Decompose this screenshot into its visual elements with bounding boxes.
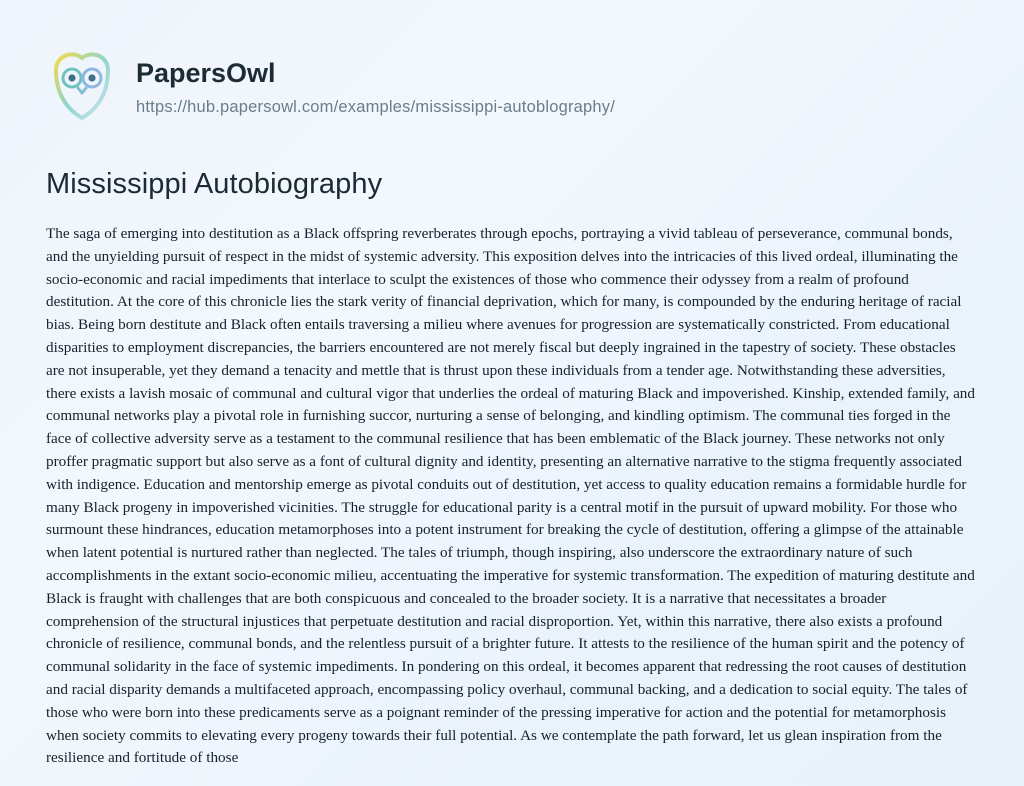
brand-block bbox=[136, 55, 615, 118]
site-header bbox=[0, 0, 1024, 124]
brand-name: PapersOwl bbox=[136, 57, 276, 88]
page-title: Mississippi Autobiography bbox=[46, 168, 383, 200]
article-body: The saga of emerging into destitution as a Black offspring reverberates through epochs, portraying a vivid tableau of perseverance, communal bonds, and the unyielding pursuit of respect in the midst of systemic adversity. This exposition delves into the intricacies of this lived ordeal, illuminating the socio-economic and racial impediments that interlace to sculpt the existences of those who commence their odyssey from a realm of profound destitution. At the core of this chronicle lies the stark verity of financial deprivation, which for many, is compounded by the enduring heritage of racial bias. Being born destitute and Black often entails traversing a milieu where avenues for progression are systematically constricted. From educational disparities to employment discrepancies, the barriers encountered are not merely fiscal but deeply ingrained in the tapestry of society. These obstacles are not insuperable, yet they demand a tenacity and mettle that is thrust upon these individuals from a tender age. Notwithstanding these adversities, there exists a lavish mosaic of communal and cultural vigor that underlies the ordeal of maturing Black and impoverished. Kinship, extended family, and communal networks play a pivotal role in furnishing succor, nurturing a sense of belonging, and kindling optimism. The communal ties forged in the face of collective adversity serve as a testament to the communal resilience that has been emblematic of the Black journey. These networks not only proffer pragmatic support but also serve as a font of cultural dignity and identity, presenting an alternative narrative to the stigma frequently associated with indigence. Education and mentorship emerge as pivotal conduits out of destitution, yet access to quality education remains a formidable hurdle for many Black progeny in impoverished vicinities. The struggle for educational parity is a central motif in the pursuit of upward mobility. For those who surmount these hindrances, education metamorphoses into a potent instrument for breaking the cycle of destitution, offering a glimpse of the attainable when latent potential is nurtured rather than neglected. The tales of triumph, though inspiring, also underscore the extraordinary nature of such accomplishments in the extant socio-economic milieu, accentuating the imperative for systemic transformation. The expedition of maturing destitute and Black is fraught with challenges that are both conspicuous and concealed to the broader society. It is a narrative that necessitates a broader comprehension of the structural injustices that perpetuate destitution and racial disproportion. Yet, within this narrative, there also exists a profound chronicle of resilience, communal bonds, and the relentless pursuit of a brighter future. It attests to the resilience of the human spirit and the potency of communal solidarity in the face of systemic impediments. In pondering on this ordeal, it becomes apparent that redressing the root causes of destitution and racial disparity demands a multifaceted approach, encompassing policy overhaul, communal backing, and a dedication to social equity. The tales of those who were born into these predicaments serve as a poignant reminder of the pressing imperative for action and the potential for metamorphosis when society commits to elevating every progeny towards their full potential. As we contemplate the path forward, let us glean inspiration from the resilience and fortitude of those bbox=[46, 225, 975, 767]
source-url[interactable]: https://hub.papersowl.com/examples/mississippi-autoblography/ bbox=[136, 98, 616, 117]
owl-logo-icon bbox=[46, 48, 118, 124]
